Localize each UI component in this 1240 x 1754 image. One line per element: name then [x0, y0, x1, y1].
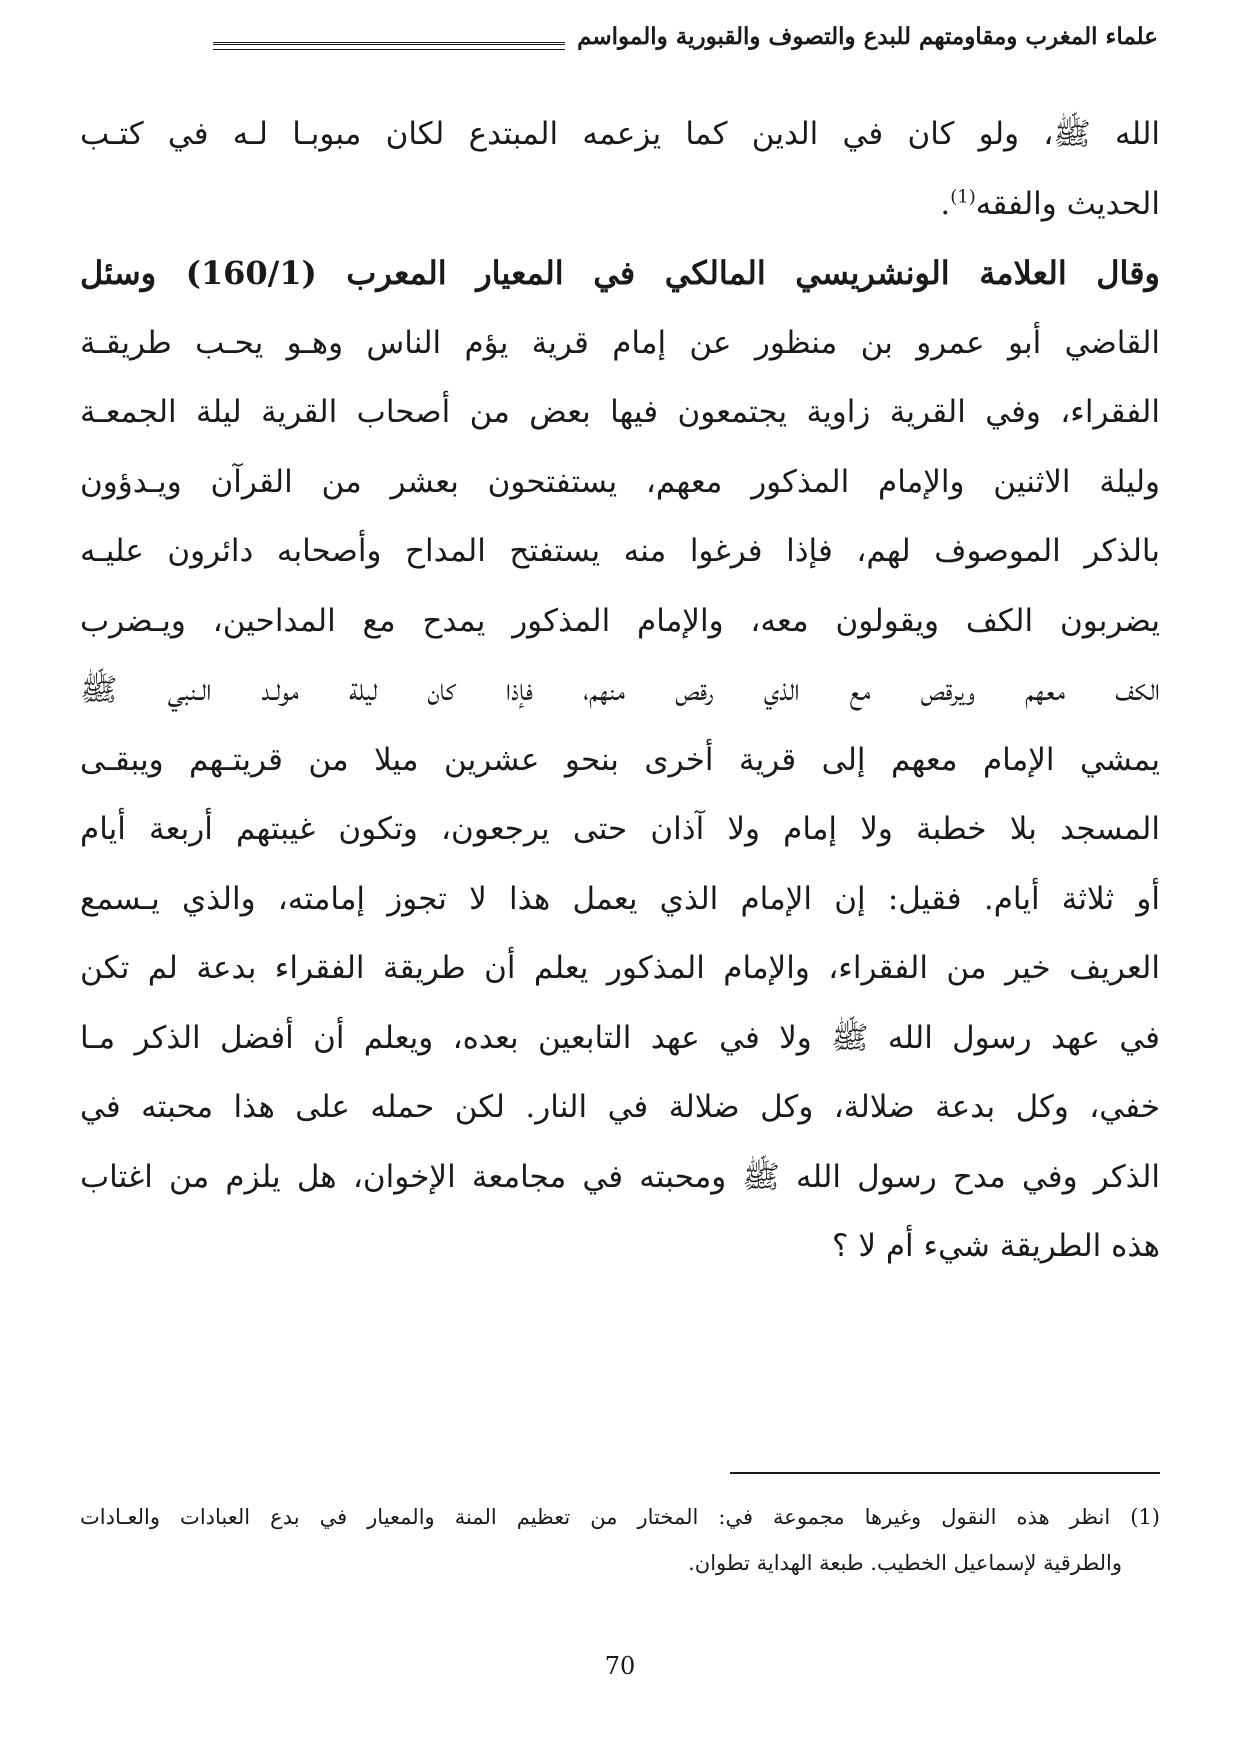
text-line: أو ثلاثة أيام. فقيل: إن الإمام الذي يعمل هذا لا تجوز إمامته، والذي يـسمع: [80, 880, 1160, 917]
text-line: الفقراء، وفي القرية زاوية يجتمعون فيها بعض من أصحاب القرية ليلة الجمعـة: [80, 394, 1160, 430]
text-line: خفي، وكل بدعة ضلالة، وكل ضلالة في النار. لكن حمله على هذا محبته في: [80, 1089, 1160, 1125]
footnote-line: (1) انظر هذه النقول وغيرها مجموعة في: المختار من تعظيم المنة والمعيار في بدع العبادات والعـادات: [80, 1505, 1160, 1529]
text-line: يمشي الإمام معهم إلى قرية أخرى بنحو عشرين ميلا من قريتـهم ويبقـى: [80, 741, 1160, 778]
footnote-marker[interactable]: (1): [950, 186, 976, 208]
text-line: [80, 170, 1160, 240]
footnote: [80, 1494, 1160, 1586]
text-line: في عهد رسول الله ﷺ ولا في عهد التابعين بعده، ويعلم أن أفضل الذكر مـا: [80, 1019, 1160, 1056]
text-line: بالذكر الموصوف لهم، فإذا فرغوا منه يستفتح المداح وأصحابه دائرون عليـه: [80, 533, 1160, 569]
text-line: المسجد بلا خطبة ولا إمام ولا آذان حتى يرجعون، وتكون غيبتهم أربعة أيام: [80, 811, 1160, 847]
footnote-line: والطرقية لإسماعيل الخطيب. طبعة الهداية تطوان.: [688, 1551, 1122, 1575]
text-line: الله ﷺ، ولو كان في الدين كما يزعمه المبتدع لكان مبوبـا لـه في كتـب: [80, 116, 1160, 152]
text-line: الذكر وفي مدح رسول الله ﷺ ومحبته في مجامعة الإخوان، هل يلزم من اغتاب: [80, 1158, 1160, 1195]
text-line: العريف خير من الفقراء، والإمام المذكور يعلم أن طريقة الفقراء بدعة لم تكن: [80, 950, 1160, 986]
text-line: هذه الطريقة شيء أم لا ؟: [832, 1228, 1160, 1264]
main-text: [80, 100, 1160, 1282]
text-line: يضربون الكف ويقولون معه، والإمام المذكور يمدح مع المداحين، ويـضرب: [80, 602, 1160, 639]
running-header: [158, 22, 1158, 62]
quote-heading-line: وقال العلامة الونشريسي المالكي في المعيار المعرب (160/1) وسئل: [80, 254, 1160, 292]
text-line: الكف معهم ويرقص مع الذي رقص منهم، فإذا كان ليلة مولـد الـنبي ﷺ: [80, 672, 1160, 708]
footnote-separator: [730, 1472, 1160, 1474]
text-line-content: الحديث والفقه: [975, 185, 1160, 222]
running-title: علماء المغرب ومقاومتهم للبدع والتصوف والقبورية والمواسم: [565, 22, 1158, 52]
text-line-tail: .: [940, 185, 951, 222]
page-number: 70: [604, 1652, 636, 1680]
text-line: وليلة الاثنين والإمام المذكور معهم، يستفتحون بعشر من القرآن ويـدؤون: [80, 463, 1160, 500]
text-line: القاضي أبو عمرو بن منظور عن إمام قرية يؤم الناس وهـو يحـب طريقـة: [80, 324, 1160, 361]
